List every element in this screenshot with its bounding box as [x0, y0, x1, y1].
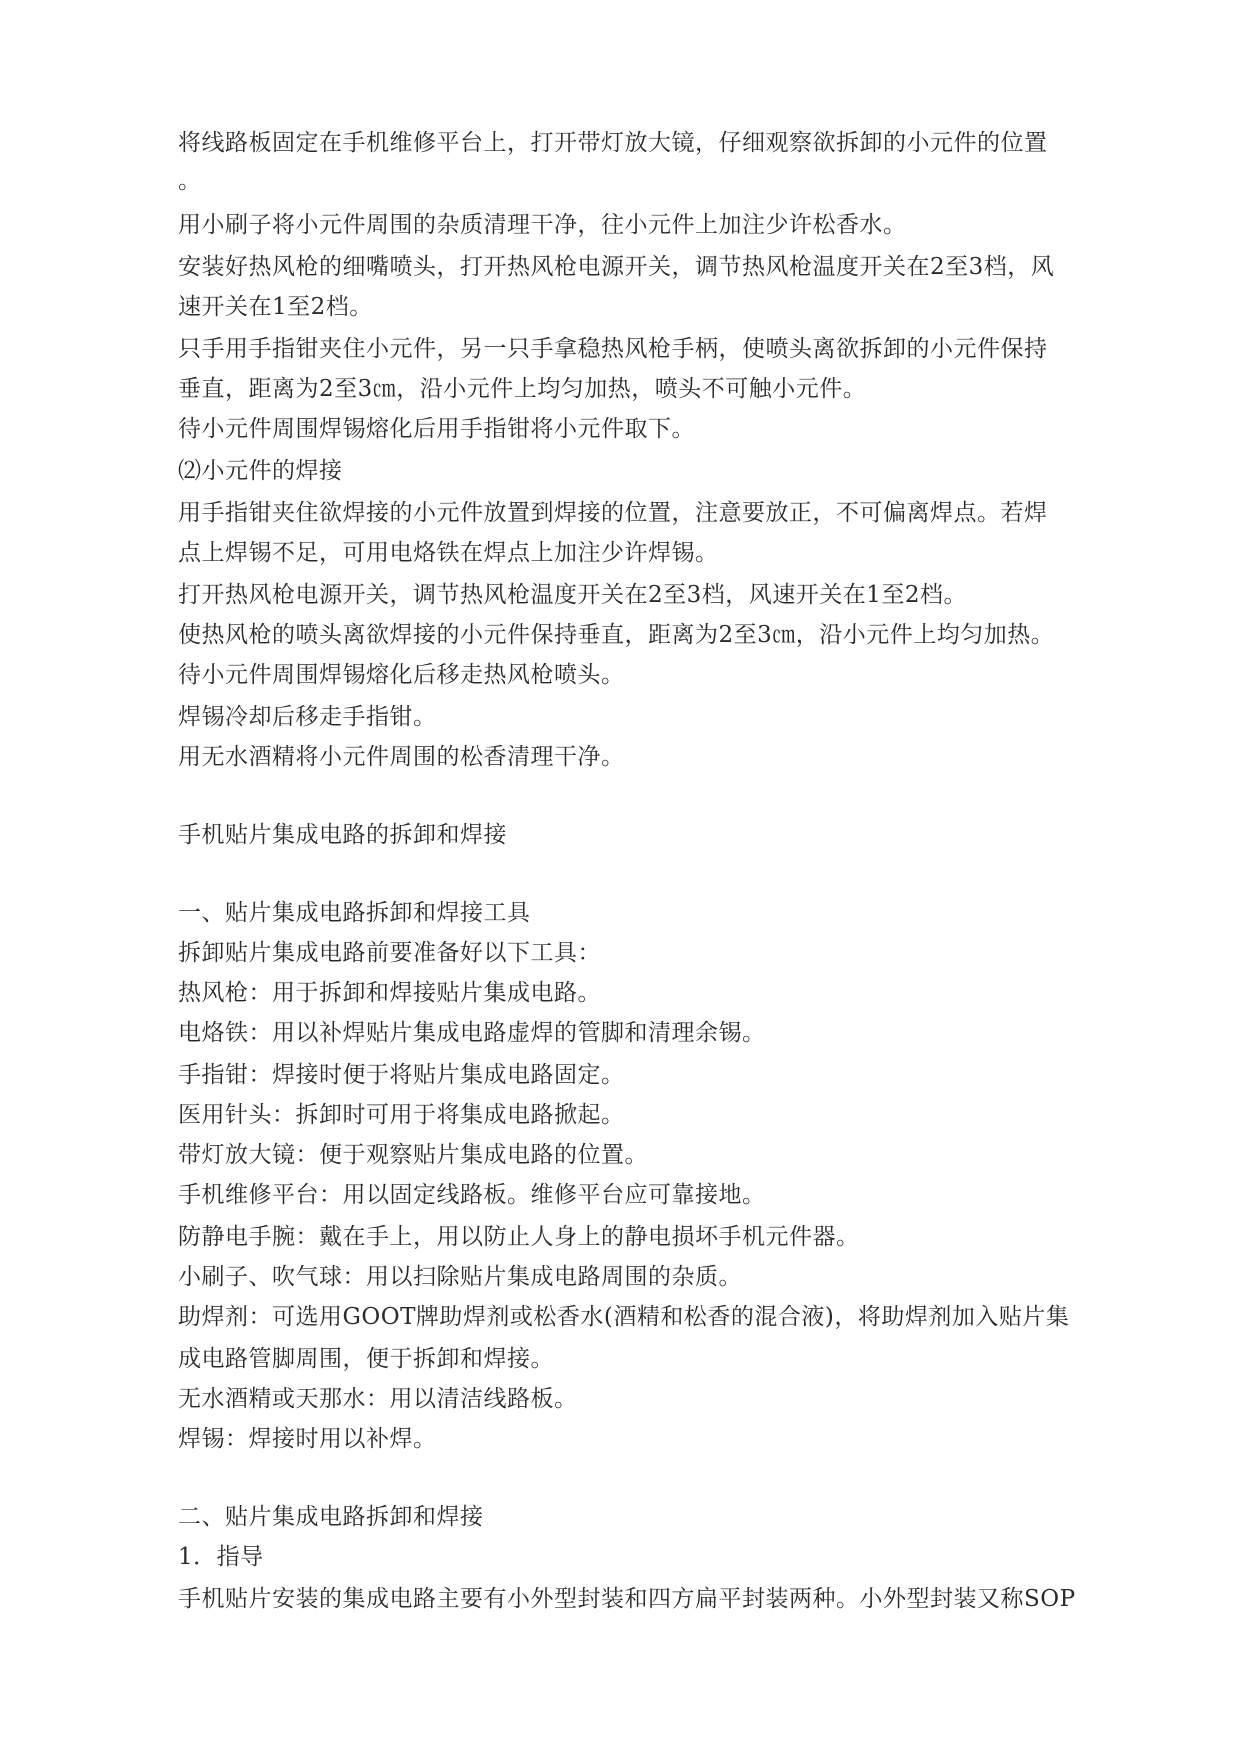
text-line: 垂直，距离为2至3㎝，沿小元件上均匀加热，喷头不可触小元件。 — [178, 376, 867, 402]
list-item: 小刷子、吹气球：用以扫除贴片集成电路周围的杂质。 — [178, 1264, 742, 1290]
text-line: 打开热风枪电源开关，调节热风枪温度开关在2至3档，风速开关在1至2档。 — [178, 582, 968, 608]
text-line: 使热风枪的喷头离欲焊接的小元件保持垂直，距离为2至3㎝，沿小元件上均匀加热。 — [178, 622, 1055, 648]
list-item: 手机维修平台：用以固定线路板。维修平台应可靠接地。 — [178, 1182, 766, 1208]
list-item: 焊锡：焊接时用以补焊。 — [178, 1426, 437, 1452]
text-line: 焊锡冷却后移走手指钳。 — [178, 704, 437, 730]
list-item: 手指钳：焊接时便于将贴片集成电路固定。 — [178, 1062, 625, 1088]
list-item: 成电路管脚周围，便于拆卸和焊接。 — [178, 1346, 554, 1372]
text-line: 只手用手指钳夹住小元件，另一只手拿稳热风枪手柄，使喷头离欲拆卸的小元件保持 — [178, 336, 1048, 362]
section-title: 手机贴片集成电路的拆卸和焊接 — [178, 822, 507, 848]
text-line: 手机贴片安装的集成电路主要有小外型封装和四方扁平封装两种。小外型封装又称SOP — [178, 1586, 1076, 1612]
text-line: 安装好热风枪的细嘴喷头，打开热风枪电源开关，调节热风枪温度开关在2至3档，风 — [178, 254, 1055, 280]
text-line: 用小刷子将小元件周围的杂质清理干净，往小元件上加注少许松香水。 — [178, 212, 907, 238]
text-line: 将线路板固定在手机维修平台上，打开带灯放大镜，仔细观察欲拆卸的小元件的位置 — [178, 130, 1048, 156]
text-line: 拆卸贴片集成电路前要准备好以下工具： — [178, 940, 601, 966]
list-item: 医用针头：拆卸时可用于将集成电路掀起。 — [178, 1102, 625, 1128]
section-heading: 二、贴片集成电路拆卸和焊接 — [178, 1504, 484, 1530]
section-heading: 一、贴片集成电路拆卸和焊接工具 — [178, 900, 531, 926]
text-line: 。 — [178, 168, 202, 194]
text-line: 待小元件周围焊锡熔化后用手指钳将小元件取下。 — [178, 416, 695, 442]
text-line: 速开关在1至2档。 — [178, 294, 373, 320]
section-subheading: ⑵小元件的焊接 — [178, 458, 343, 484]
list-item: 热风枪：用于拆卸和焊接贴片集成电路。 — [178, 980, 601, 1006]
list-item: 电烙铁：用以补焊贴片集成电路虚焊的管脚和清理余锡。 — [178, 1020, 766, 1046]
section-subheading: 1．指导 — [178, 1544, 264, 1570]
list-item: 带灯放大镜：便于观察贴片集成电路的位置。 — [178, 1142, 648, 1168]
list-item: 防静电手腕：戴在手上，用以防止人身上的静电损坏手机元件器。 — [178, 1224, 860, 1250]
list-item: 助焊剂：可选用GOOT牌助焊剂或松香水(酒精和松香的混合液)，将助焊剂加入贴片集 — [178, 1304, 1070, 1330]
text-line: 待小元件周围焊锡熔化后移走热风枪喷头。 — [178, 662, 625, 688]
text-line: 点上焊锡不足，可用电烙铁在焊点上加注少许焊锡。 — [178, 540, 719, 566]
list-item: 无水酒精或天那水：用以清洁线路板。 — [178, 1386, 578, 1412]
text-line: 用无水酒精将小元件周围的松香清理干净。 — [178, 744, 625, 770]
text-line: 用手指钳夹住欲焊接的小元件放置到焊接的位置，注意要放正，不可偏离焊点。若焊 — [178, 500, 1048, 526]
